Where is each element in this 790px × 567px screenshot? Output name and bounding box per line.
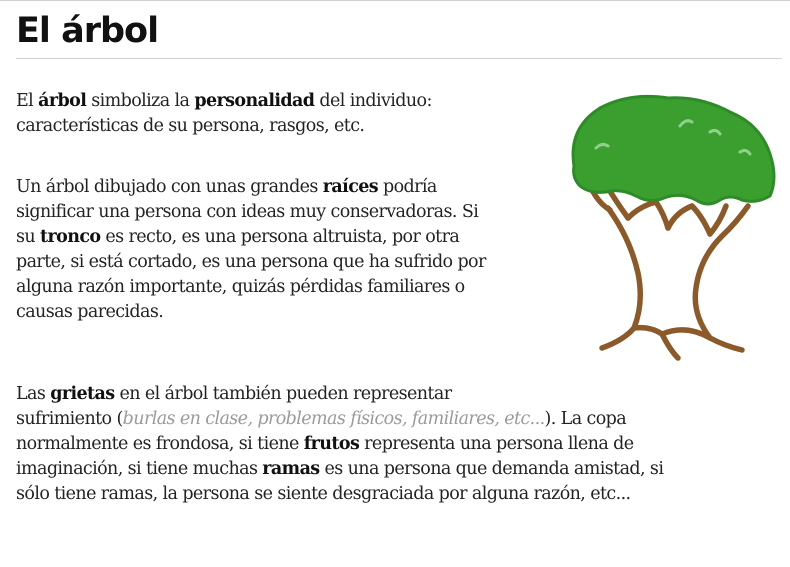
text-line xyxy=(16,457,663,482)
text-run: Las xyxy=(16,384,51,404)
text-run: representa una persona llena de xyxy=(359,434,634,454)
text-line: sólo tiene ramas, la persona se siente desgraciada por alguna razón, etc... xyxy=(16,484,631,504)
page-title: El árbol xyxy=(16,11,159,51)
text-run: Un árbol dibujado con unas grandes xyxy=(16,177,323,197)
text-line xyxy=(16,175,486,200)
keyword-frutos: frutos xyxy=(303,434,360,454)
text-run: normalmente es frondosa, si tiene xyxy=(16,434,304,454)
text-run: en el árbol también pueden representar xyxy=(114,384,452,404)
text-run: podría xyxy=(378,177,437,197)
tree-drawing-icon xyxy=(560,88,782,362)
text-run: simboliza la xyxy=(86,91,195,111)
text-run: su xyxy=(16,227,41,247)
text-run: es recto, es una persona altruista, por otra xyxy=(100,227,460,247)
keyword-raices: raíces xyxy=(322,177,379,197)
text-line: significar una persona con ideas muy conservadoras. Si xyxy=(16,202,479,222)
text-run: El xyxy=(16,91,39,111)
tree-trunk-and-roots xyxy=(590,183,748,358)
keyword-arbol: árbol xyxy=(38,91,87,111)
text-line xyxy=(16,407,663,432)
text-line: características de su persona, rasgos, etc. xyxy=(16,116,365,136)
text-line: parte, si está cortado, es una persona que ha sufrido por xyxy=(16,252,486,272)
text-run: ). La copa xyxy=(544,409,627,429)
top-divider xyxy=(0,0,790,1)
keyword-ramas: ramas xyxy=(262,459,320,479)
text-run: imaginación, si tiene muchas xyxy=(16,459,263,479)
text-line: causas parecidas. xyxy=(16,302,164,322)
keyword-grietas: grietas xyxy=(50,384,115,404)
text-run: sufrimiento ( xyxy=(16,409,123,429)
text-line xyxy=(16,432,663,457)
text-run: del individuo: xyxy=(314,91,432,111)
keyword-personalidad: personalidad xyxy=(194,91,315,111)
title-divider xyxy=(16,58,782,59)
paragraph-intro xyxy=(16,89,432,139)
paragraph-cracks-crown xyxy=(16,382,663,507)
text-line: alguna razón importante, quizás pérdidas familiares o xyxy=(16,277,465,297)
text-line xyxy=(16,89,432,114)
text-line xyxy=(16,225,486,250)
paragraph-roots-trunk xyxy=(16,175,486,325)
text-line xyxy=(16,382,663,407)
keyword-tronco: tronco xyxy=(40,227,101,247)
text-run: es una persona que demanda amistad, si xyxy=(319,459,664,479)
examples-aside: burlas en clase, problemas físicos, familiares, etc... xyxy=(122,409,545,429)
